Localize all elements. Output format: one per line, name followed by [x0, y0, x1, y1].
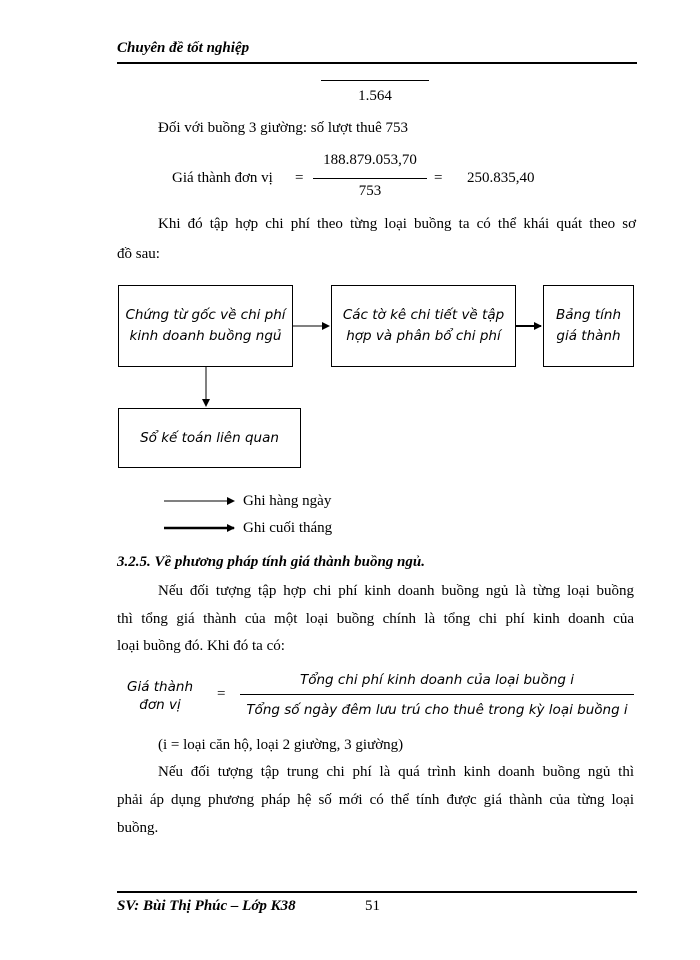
box1-line2: kinh doanh buồng ngủ [129, 328, 282, 344]
formula-denominator: Tổng số ngày đêm lưu trú cho thuê trong kỳ loại buồng i [246, 702, 628, 718]
intro-line-1: Khi đó tập hợp chi phí theo từng loại buồng ta có thể khái quát theo sơ [158, 216, 636, 232]
section-p1-line3: loại buồng đó. Khi đó ta có: [117, 638, 285, 654]
p2-line3: buồng. [117, 820, 159, 836]
box3-line1: Bảng tính [555, 307, 622, 323]
box1-line1: Chứng từ gốc về chi phí [125, 307, 286, 323]
footer-rule [117, 891, 637, 893]
calc-result: 250.835,40 [467, 170, 535, 186]
room3-line: Đối với buồng 3 giường: số lượt thuê 753 [158, 120, 409, 136]
prev-denominator: 1.564 [358, 88, 392, 104]
equals-sign-2: = [434, 170, 443, 186]
box2-line1: Các tờ kê chi tiết về tập [342, 307, 505, 323]
box4-line1: Sổ kế toán liên quan [140, 429, 279, 446]
intro-line-2: đồ sau: [117, 246, 160, 262]
box2-line2: hợp và phân bổ chi phí [346, 328, 501, 344]
formula-label-line1: Giá thành [126, 679, 193, 695]
section-p1-line1: Nếu đối tượng tập hợp chi phí kinh doanh buồng ngủ là từng loại buồng [158, 583, 634, 599]
footer-author: SV: Bùi Thị Phúc – Lớp K38 [117, 898, 296, 914]
equals-sign-1: = [295, 170, 304, 186]
p2-line1: Nếu đối tượng tập trung chi phí là quá trình kinh doanh buồng ngủ thì [158, 764, 634, 780]
page-number: 51 [365, 898, 380, 914]
legend-daily: Ghi hàng ngày [243, 493, 332, 509]
calc-numerator: 188.879.053,70 [323, 152, 417, 168]
formula-numerator: Tổng chi phí kinh doanh của loại buồng i [299, 672, 574, 688]
formula-equals: = [217, 686, 226, 702]
unit-cost-label: Giá thành đơn vị [172, 170, 273, 186]
box3-line2: giá thành [556, 328, 621, 344]
section-heading: 3.2.5. Về phương pháp tính giá thành buồng ngủ. [117, 554, 425, 570]
formula-fraction-bar [240, 694, 634, 695]
legend-month-end: Ghi cuối tháng [243, 520, 333, 536]
formula-note: (i = loại căn hộ, loại 2 giường, 3 giường) [158, 737, 404, 753]
formula-label-line2: đơn vị [139, 697, 181, 713]
calc-denominator: 753 [358, 183, 382, 199]
section-p1-line2: thì tổng giá thành của một loại buồng chính là tổng chi phí kinh doanh của [117, 611, 634, 627]
header-title: Chuyên đề tốt nghiệp [117, 40, 250, 56]
p2-line2: phải áp dụng phương pháp hệ số mới có thể tính được giá thành của từng loại [117, 792, 634, 808]
